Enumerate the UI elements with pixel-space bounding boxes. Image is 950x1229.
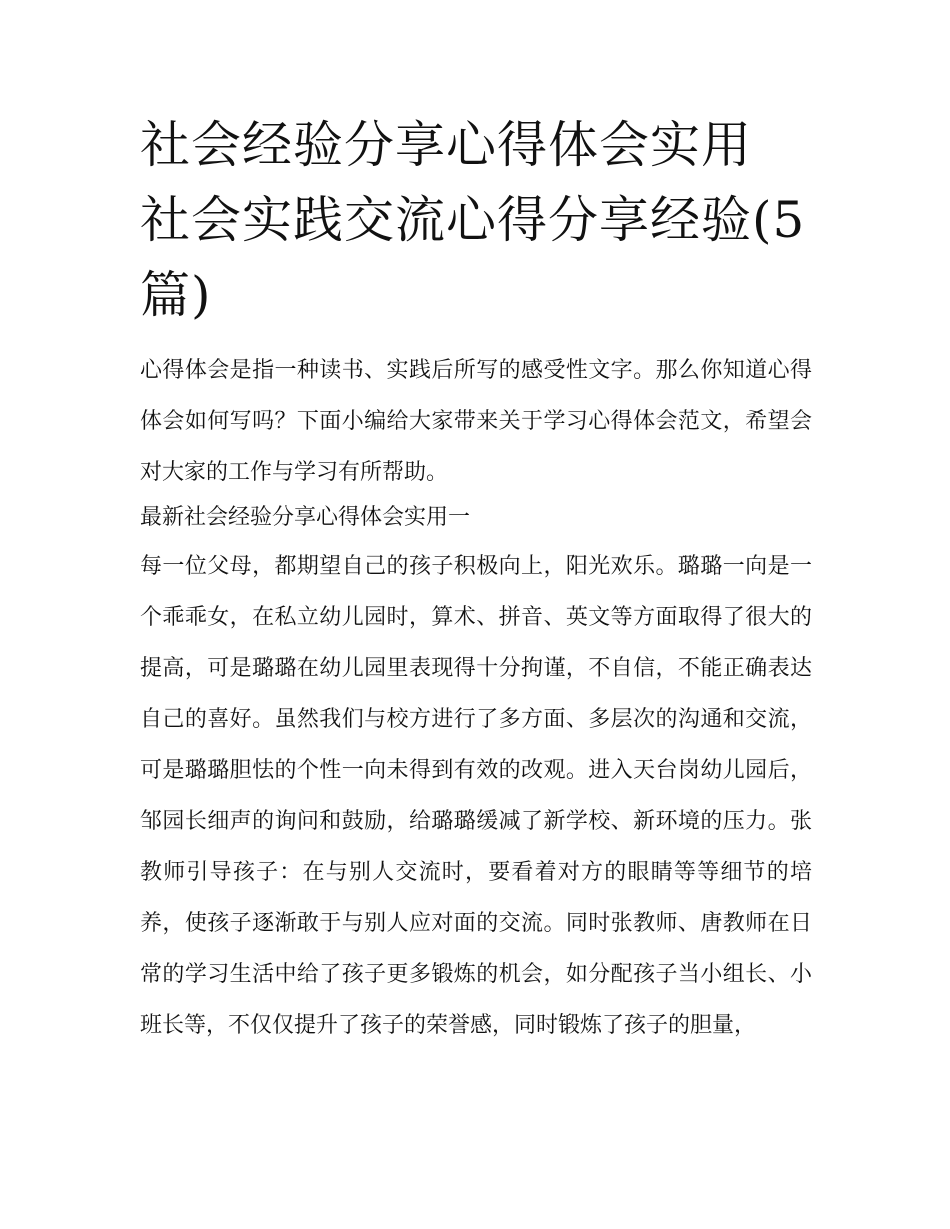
intro-paragraph: 心得体会是指一种读书、实践后所写的感受性文字。那么你知道心得体会如何写吗？下面小编给大家带来关于学习心得体会范文，希望会对大家的工作与学习有所帮助。 [140, 358, 812, 485]
section-heading: 最新社会经验分享心得体会实用一 [140, 505, 471, 530]
document-content [140, 108, 812, 1051]
document-title: 社会经验分享心得体会实用 社会实践交流心得分享经验(5篇) [140, 116, 806, 324]
body-paragraph: 每一位父母，都期望自己的孩子积极向上，阳光欢乐。璐璐一向是一个乖乖女，在私立幼儿园时，算术、拼音、英文等方面取得了很大的提高，可是璐璐在幼儿园里表现得十分拘谨，不自信，不能正确表达自己的喜好。虽然我们与校方进行了多方面、多层次的沟通和交流，可是璐璐胆怯的个性一向未得到有效的改观。进入天台岗幼儿园后，邹园长细声的询问和鼓励，给璐璐缓减了新学校、新环境的压力。张教师引导孩子：在与别人交流时，要看着对方的眼睛等等细节的培养，使孩子逐渐敢于与别人应对面的交流。同时张教师、唐教师在日常的学习生活中给了孩子更多锻炼的机会，如分配孩子当小组长、小班长等，不仅仅提升了孩子的荣誉感，同时锻炼了孩子的胆量， [140, 554, 812, 1038]
